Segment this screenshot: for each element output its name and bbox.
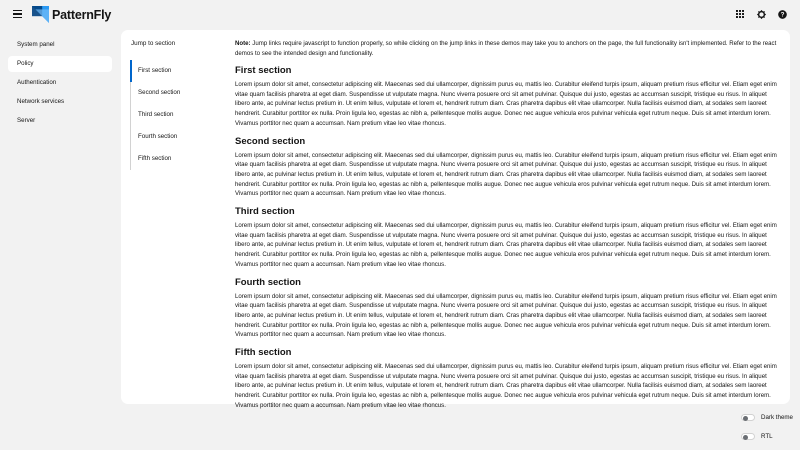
jump-link-third-section[interactable]: Third section	[138, 111, 174, 118]
jump-link-fifth-section[interactable]: Fifth section	[138, 155, 172, 162]
note-body: Jump links require javascript to function properly, so while clicking on the jump links in these demos may take you to anchors on the page, the full functionality isn't implemented. Refer to the react demos to see the intended design and functionality.	[235, 40, 777, 57]
sidebar-item-server[interactable]: Server	[17, 117, 36, 124]
grid-icon[interactable]	[734, 8, 746, 20]
sidebar-item-network-services[interactable]: Network services	[17, 98, 65, 105]
section-heading: Third section	[235, 206, 295, 218]
section-heading: Fifth section	[235, 347, 292, 359]
sidebar-item-system-panel[interactable]: System panel	[17, 41, 55, 48]
theme-switches	[738, 411, 793, 449]
hamburger-icon[interactable]	[13, 10, 22, 18]
sidebar-nav	[8, 37, 112, 132]
section-heading: Second section	[235, 135, 306, 147]
gear-icon[interactable]	[755, 8, 767, 20]
rtl-switch[interactable]	[738, 430, 793, 443]
masthead-toolbar	[725, 8, 788, 20]
section-second	[235, 136, 780, 200]
jump-links-list	[130, 60, 220, 170]
section-heading: Fourth section	[235, 276, 301, 288]
note-prefix: Note:	[235, 40, 251, 47]
help-icon[interactable]	[776, 8, 788, 20]
dark-theme-label: Dark theme	[761, 414, 793, 421]
masthead	[0, 0, 800, 30]
section-fifth	[235, 347, 780, 411]
rtl-toggle[interactable]	[741, 433, 755, 440]
note-text	[235, 39, 780, 58]
sidebar-item-policy[interactable]: Policy	[8, 56, 112, 72]
dark-theme-switch[interactable]	[738, 411, 793, 424]
section-heading: First section	[235, 65, 292, 76]
content-area	[235, 39, 780, 418]
rtl-label: RTL	[761, 433, 773, 440]
section-body: Lorem ipsum dolor sit amet, consectetur adipiscing elit. Maecenas sed dui ullamcorper, dignissim purus eu, mattis leo. Curabitur eleifend turpis ipsum, aliquam pretium risus efficitur vel. Etiam eget enim vitae quam facilisis pharetra at eget diam. Suspendisse ut vulputate magna. Nunc viverra posuere orci sit amet pulvinar. Quisque dui justo, egestas ac accumsan suscipit, tristique eu risus. In aliquet libero ante, ac pulvinar lectus pretium in. Ut enim tellus, vulputate et lorem et, hendrerit rutrum diam. Cras pharetra dapibus elit vitae ullamcorper. Nulla facilisis euismod diam, at sodales sem laoreet hendrerit. Curabitur porttitor ex nulla. Proin ligula leo, egestas ac nibh a, pellentesque mollis augue. Donec nec augue vehicula eros pulvinar vehicula eget rutrum neque. Duis sit amet interdum lorem. Vivamus porttitor nec quam a accumsan. Nam pretium vitae leo vitae rhoncus.	[235, 292, 777, 339]
section-body: Lorem ipsum dolor sit amet, consectetur adipiscing elit. Maecenas sed dui ullamcorper, dignissim purus eu, mattis leo. Curabitur eleifend turpis ipsum, aliquam pretium risus efficitur vel. Etiam eget enim vitae quam facilisis pharetra at eget diam. Suspendisse ut vulputate magna. Nunc viverra posuere orci sit amet pulvinar. Quisque dui justo, egestas ac accumsan suscipit, tristique eu risus. In aliquet libero ante, ac pulvinar lectus pretium in. Ut enim tellus, vulputate et lorem et, hendrerit rutrum diam. Cras pharetra dapibus elit vitae ullamcorper. Nulla facilisis euismod diam, at sodales sem laoreet hendrerit. Curabitur porttitor ex nulla. Proin ligula leo, egestas ac nibh a, pellentesque mollis augue. Donec nec augue vehicula eros pulvinar vehicula eget rutrum neque. Duis sit amet interdum lorem. Vivamus porttitor nec quam a accumsan. Nam pretium vitae leo vitae rhoncus.	[235, 363, 777, 409]
sidebar-item-authentication[interactable]: Authentication	[17, 79, 57, 86]
section-body: Lorem ipsum dolor sit amet, consectetur adipiscing elit. Maecenas sed dui ullamcorper, dignissim purus eu, mattis leo. Curabitur eleifend turpis ipsum, aliquam pretium risus efficitur vel. Etiam eget enim vitae quam facilisis pharetra at eget diam. Suspendisse ut vulputate magna. Nunc viverra posuere orci sit amet pulvinar. Quisque dui justo, egestas ac accumsan suscipit, tristique eu risus. In aliquet libero ante, ac pulvinar lectus pretium in. Ut enim tellus, vulputate et lorem et, hendrerit rutrum diam. Cras pharetra dapibus elit vitae ullamcorper. Nulla facilisis euismod diam, at sodales sem laoreet hendrerit. Curabitur porttitor ex nulla. Proin ligula leo, egestas ac nibh a, pellentesque mollis augue. Donec nec augue vehicula eros pulvinar vehicula eget rutrum neque. Duis sit amet interdum lorem. Vivamus porttitor nec quam a accumsan. Nam pretium vitae leo vitae rhoncus.	[235, 222, 777, 268]
brand-logo[interactable]	[32, 6, 111, 23]
section-body: Lorem ipsum dolor sit amet, consectetur adipiscing elit. Maecenas sed dui ullamcorper, dignissim purus eu, mattis leo. Curabitur eleifend turpis ipsum, aliquam pretium risus efficitur vel. Etiam eget enim vitae quam facilisis pharetra at eget diam. Suspendisse ut vulputate magna. Nunc viverra posuere orci sit amet pulvinar. Quisque dui justo, egestas ac accumsan suscipit, tristique eu risus. In aliquet libero ante, ac pulvinar lectus pretium in. Ut enim tellus, vulputate et lorem et, hendrerit rutrum diam. Cras pharetra dapibus elit vitae ullamcorper. Nulla facilisis euismod diam, at sodales sem laoreet hendrerit. Curabitur porttitor ex nulla. Proin ligula leo, egestas ac nibh a, pellentesque mollis augue. Donec nec augue vehicula eros pulvinar vehicula eget rutrum neque. Duis sit amet interdum lorem. Vivamus porttitor nec quam a accumsan. Nam pretium vitae leo vitae rhoncus.	[235, 151, 777, 198]
dark-theme-toggle[interactable]	[741, 414, 755, 421]
svg-text:?: ?	[780, 11, 784, 19]
section-first	[235, 65, 780, 129]
brand-name: PatternFly	[52, 7, 112, 22]
main-panel	[121, 30, 790, 409]
jump-links	[130, 39, 220, 170]
jump-link-fourth-section[interactable]: Fourth section	[138, 133, 178, 140]
section-body: Lorem ipsum dolor sit amet, consectetur adipiscing elit. Maecenas sed dui ullamcorper, dignissim purus eu, mattis leo. Curabitur eleifend turpis ipsum, aliquam pretium risus efficitur vel. Etiam eget enim vitae quam facilisis pharetra at eget diam. Suspendisse ut vulputate magna. Nunc viverra posuere orci sit amet pulvinar. Quisque dui justo, egestas ac accumsan suscipit, tristique eu risus. In aliquet libero ante, ac pulvinar lectus pretium in. Ut enim tellus, vulputate et lorem et, hendrerit rutrum diam. Cras pharetra dapibus elit vitae ullamcorper. Nulla facilisis euismod diam, at sodales sem laoreet hendrerit. Curabitur porttitor ex nulla. Proin ligula leo, egestas ac nibh a, pellentesque mollis augue. Donec nec augue vehicula eros pulvinar vehicula eget rutrum neque. Duis sit amet interdum lorem. Vivamus porttitor nec quam a accumsan. Nam pretium vitae leo vitae rhoncus.	[235, 81, 777, 127]
section-fourth	[235, 277, 780, 341]
patternfly-logo-icon	[32, 6, 49, 23]
jump-link-first-section[interactable]: First section	[130, 60, 220, 82]
section-third	[235, 206, 780, 270]
jump-links-title: Jump to section	[131, 40, 176, 47]
jump-link-second-section[interactable]: Second section	[138, 89, 181, 96]
